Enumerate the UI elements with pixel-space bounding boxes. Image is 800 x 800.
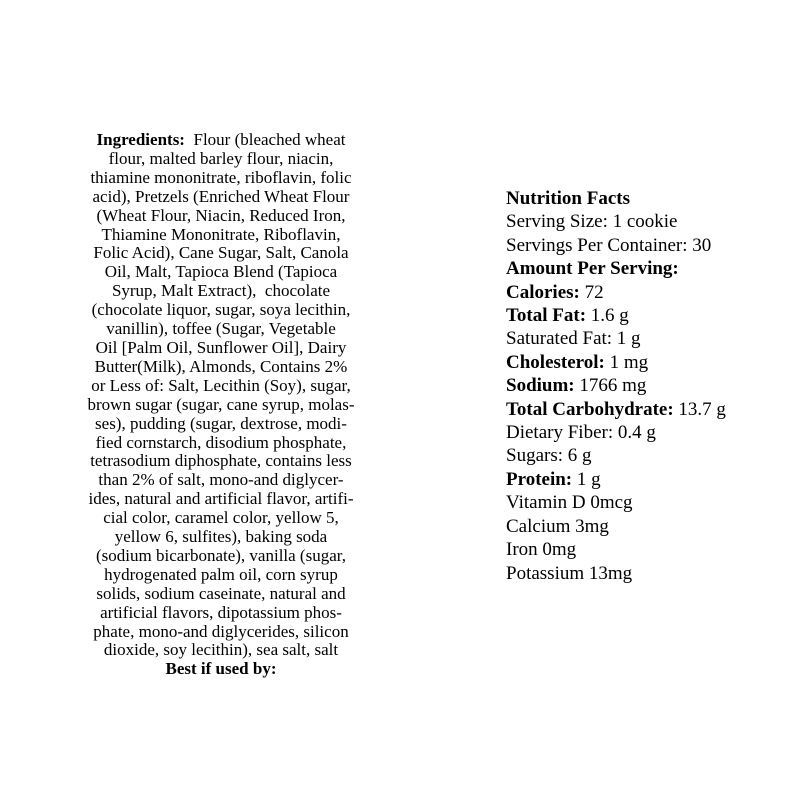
ingredients-line: (chocolate liquor, sugar, soya lecithin, <box>91 300 351 320</box>
ingredients-line: Butter(Milk), Almonds, Contains 2% <box>94 356 348 376</box>
nutrition-line-servings-per-container: Servings Per Container: 30 <box>506 234 712 256</box>
ingredients-line: than 2% of salt, mono-and diglycer- <box>98 470 344 490</box>
ingredients-line: cial color, caramel color, yellow 5, <box>103 508 339 528</box>
ingredients-line: hydrogenated palm oil, corn syrup <box>104 564 338 584</box>
nutrition-line-sugars: Sugars: 6 g <box>506 445 592 467</box>
ingredients-line: solids, sodium caseinate, natural and <box>96 583 346 603</box>
ingredients-line: or Less of: Salt, Lecithin (Soy), sugar, <box>91 375 351 395</box>
ingredients-line: Folic Acid), Cane Sugar, Salt, Canola <box>93 243 349 263</box>
ingredients-line: (Wheat Flour, Niacin, Reduced Iron, <box>96 205 346 225</box>
nutrition-facts-section <box>506 187 786 585</box>
nutrition-line-serving-size: Serving Size: 1 cookie <box>506 211 678 233</box>
ingredients-line: fied cornstarch, disodium phosphate, <box>95 432 347 452</box>
ingredients-line: tetrasodium diphosphate, contains less <box>90 451 352 471</box>
nutrition-line-cholesterol: Cholesterol: 1 mg <box>506 351 649 373</box>
nutrition-line-amount-per-serving: Amount Per Serving: <box>506 258 679 280</box>
ingredients-line: ides, natural and artificial flavor, artifi- <box>88 489 354 509</box>
ingredients-line: (sodium bicarbonate), vanilla (sugar, <box>96 545 346 565</box>
best-if-used-by-label: Best if used by: <box>165 659 277 679</box>
ingredients-line: Thiamine Mononitrate, Riboflavin, <box>101 224 341 244</box>
nutrition-line-calcium: Calcium 3mg <box>506 515 609 537</box>
ingredients-line: Syrup, Malt Extract), chocolate <box>111 281 331 301</box>
ingredients-line: brown sugar (sugar, cane syrup, molas- <box>87 394 355 414</box>
nutrition-line-sodium: Sodium: 1766 mg <box>506 375 647 397</box>
nutrition-facts-title: Nutrition Facts <box>506 188 631 209</box>
nutrition-line-dietary-fiber: Dietary Fiber: 0.4 g <box>506 422 656 444</box>
ingredients-line: Oil [Palm Oil, Sunflower Oil], Dairy <box>95 337 347 357</box>
ingredients-line: vanillin), toffee (Sugar, Vegetable <box>106 319 336 339</box>
nutrition-line-calories: Calories: 72 <box>506 281 604 303</box>
ingredients-line: acid), Pretzels (Enriched Wheat Flour <box>92 186 350 206</box>
ingredients-line: thiamine mononitrate, riboflavin, folic <box>90 167 352 187</box>
ingredients-section <box>56 131 386 679</box>
nutrition-line-protein: Protein: 1 g <box>506 468 601 490</box>
ingredients-line: yellow 6, sulfites), baking soda <box>114 527 328 547</box>
nutrition-line-saturated-fat: Saturated Fat: 1 g <box>506 328 641 350</box>
ingredients-line: dioxide, soy lecithin), sea salt, salt <box>103 640 339 660</box>
nutrition-line-total-fat: Total Fat: 1.6 g <box>506 305 629 327</box>
ingredients-line: Oil, Malt, Tapioca Blend (Tapioca <box>104 262 338 282</box>
nutrition-line-total-carbohydrate: Total Carbohydrate: 13.7 g <box>506 398 726 420</box>
ingredients-line: phate, mono-and diglycerides, silicon <box>93 621 349 641</box>
ingredients-line: ses), pudding (sugar, dextrose, modi- <box>95 413 347 433</box>
ingredients-line: artificial flavors, dipotassium phos- <box>100 602 342 622</box>
nutrition-line-vitamin-d: Vitamin D 0mcg <box>506 492 633 514</box>
ingredients-line: flour, malted barley flour, niacin, <box>108 148 334 168</box>
nutrition-line-potassium: Potassium 13mg <box>506 562 633 584</box>
nutrition-line-iron: Iron 0mg <box>506 539 577 561</box>
ingredients-heading-line <box>56 131 386 150</box>
ingredients-heading-label: Ingredients: <box>96 130 185 149</box>
ingredients-heading-rest: Flour (bleached wheat <box>184 130 346 149</box>
